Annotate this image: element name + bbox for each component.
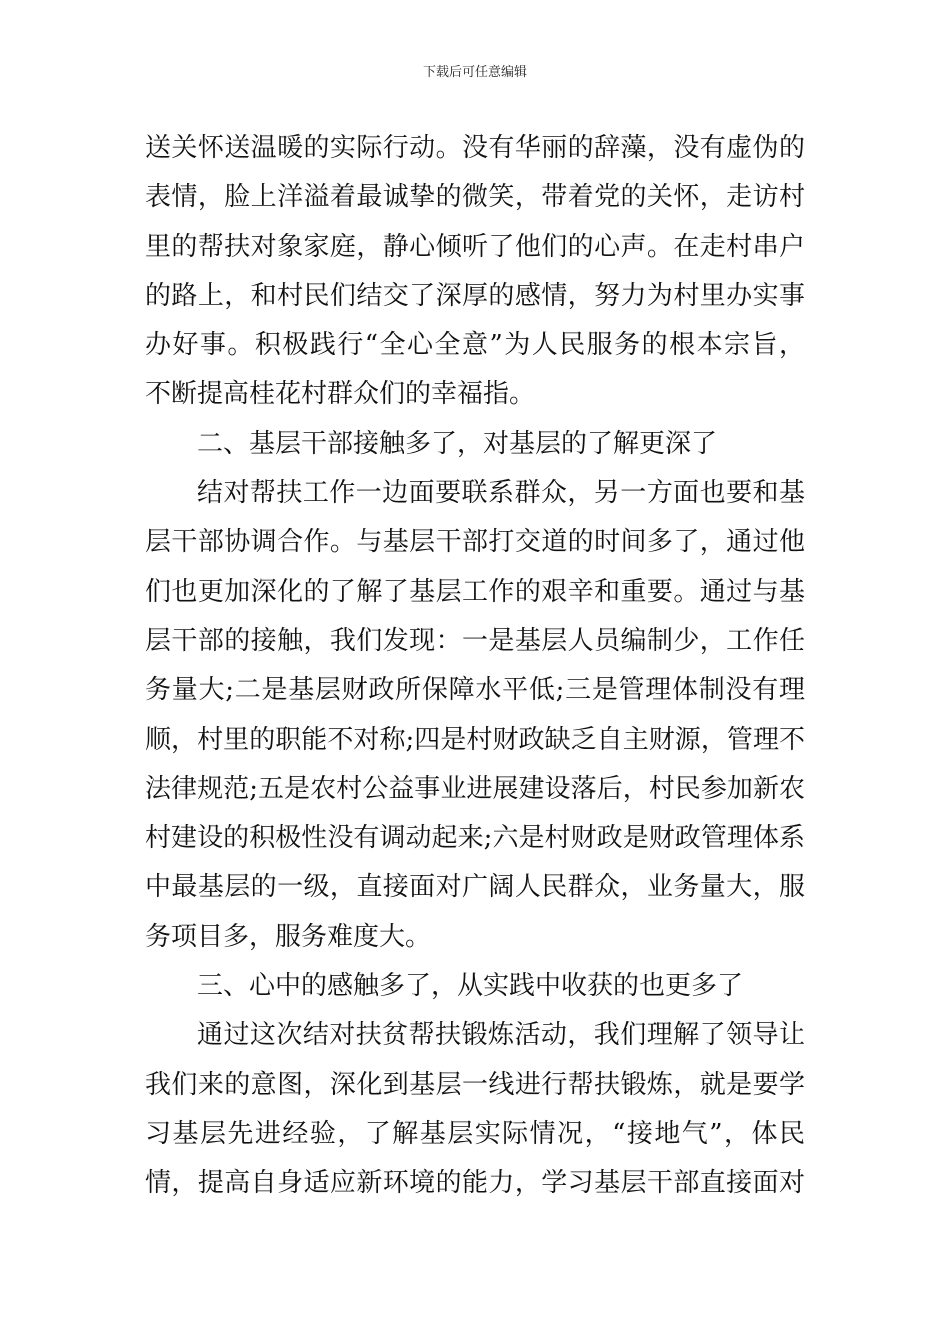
paragraph-line: 我们来的意图，深化到基层一线进行帮扶锻炼，就是要学 — [145, 1069, 805, 1100]
paragraph-line: 务项目多，服务难度大。 — [145, 921, 432, 952]
paragraph-line: 习基层先进经验，了解基层实际情况，“接地气”，体民 — [145, 1118, 805, 1149]
paragraph-line: 顺，村里的职能不对称;四是村财政缺乏自主财源，管理不 — [145, 724, 805, 755]
paragraph-line: 办好事。积极践行“全心全意”为人民服务的根本宗旨， — [145, 330, 805, 361]
section-heading: 三、心中的感触多了，从实践中收获的也更多了 — [197, 971, 744, 1002]
paragraph-line: 送关怀送温暖的实际行动。没有华丽的辞藻，没有虚伪的 — [145, 133, 805, 163]
paragraph-line: 层干部的接触，我们发现：一是基层人员编制少，工作任 — [145, 625, 805, 656]
section-heading: 二、基层干部接触多了，对基层的了解更深了 — [197, 428, 718, 459]
paragraph-line: 法律规范;五是农村公益事业进展建设落后，村民参加新农 — [145, 773, 805, 804]
paragraph-line: 里的帮扶对象家庭，静心倾听了他们的心声。在走村串户 — [145, 231, 805, 262]
paragraph-line: 通过这次结对扶贫帮扶锻炼活动，我们理解了领导让 — [197, 1020, 805, 1051]
paragraph-line: 层干部协调合作。与基层干部打交道的时间多了，通过他 — [145, 527, 805, 558]
paragraph-line: 结对帮扶工作一边面要联系群众，另一方面也要和基 — [197, 478, 805, 509]
paragraph-line: 中最基层的一级，直接面对广阔人民群众，业务量大，服 — [145, 872, 805, 903]
paragraph-line: 务量大;二是基层财政所保障水平低;三是管理体制没有理 — [145, 675, 805, 706]
paragraph-line: 情，提高自身适应新环境的能力，学习基层干部直接面对 — [145, 1168, 805, 1199]
document-body — [145, 124, 805, 1209]
paragraph-line: 的路上，和村民们结交了深厚的感情，努力为村里办实事 — [145, 280, 805, 311]
page-header: 下载后可任意编辑 — [422, 65, 527, 80]
paragraph-line: 不断提高桂花村群众们的幸福指。 — [145, 379, 536, 410]
paragraph-line: 们也更加深化的了解了基层工作的艰辛和重要。通过与基 — [145, 576, 805, 607]
paragraph-line: 表情，脸上洋溢着最诚挚的微笑，带着党的关怀，走访村 — [145, 182, 805, 213]
paragraph-line: 村建设的积极性没有调动起来;六是村财政是财政管理体系 — [145, 823, 805, 854]
